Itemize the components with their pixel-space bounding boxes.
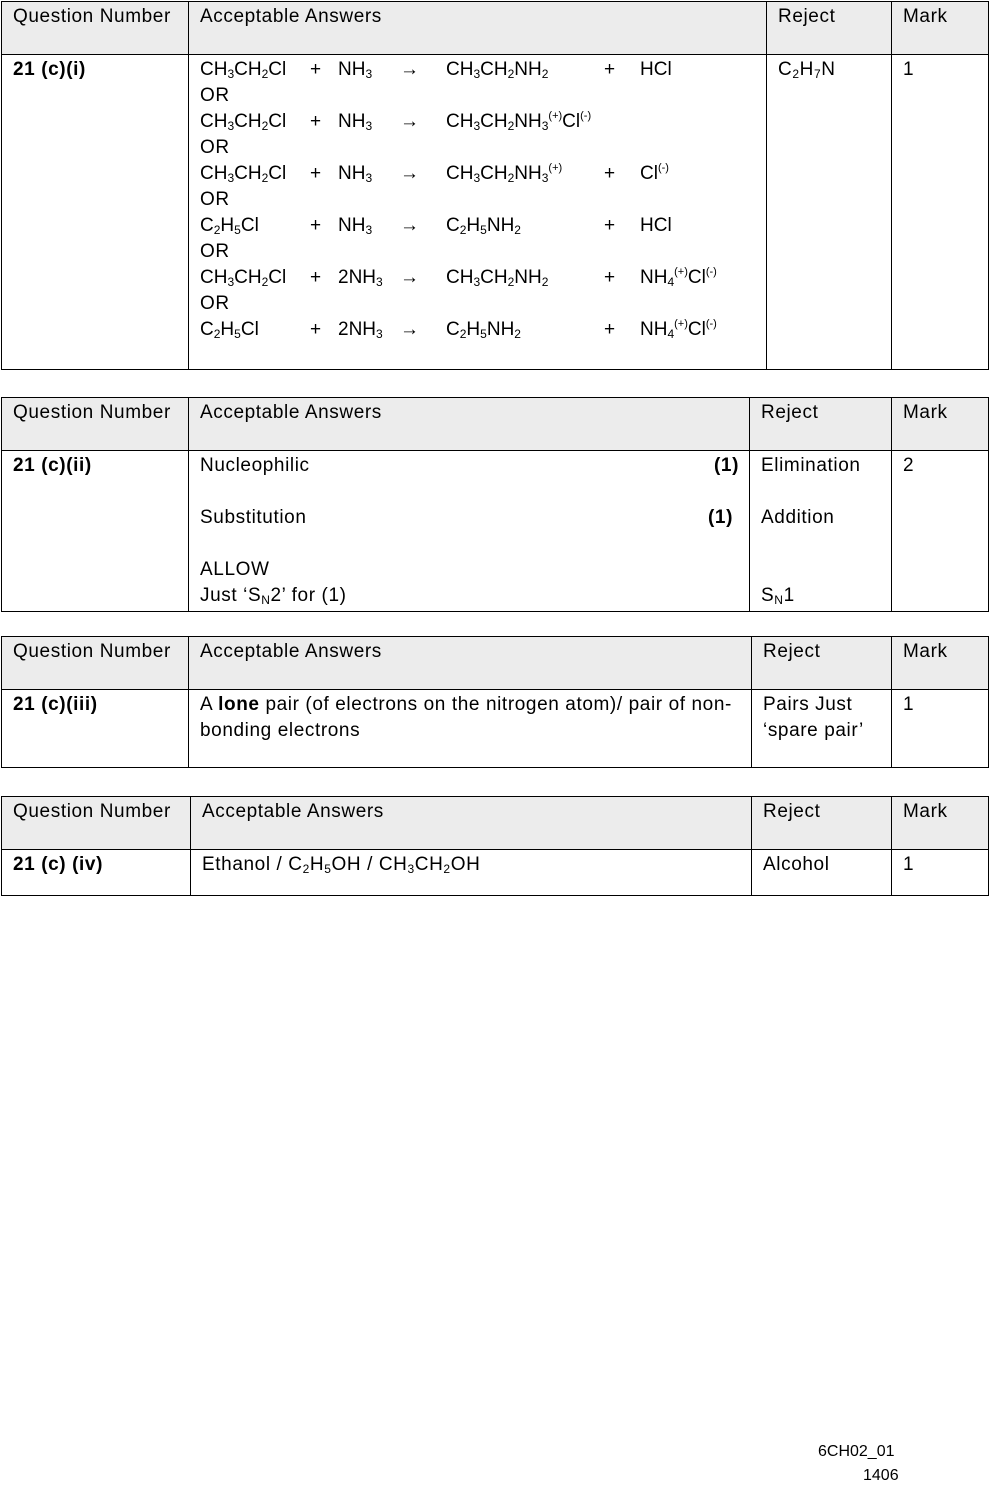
equation-line [200,213,756,239]
reactant-2: $2NH_3$ [338,319,383,341]
mark-scheme-table-21ciii [1,636,989,768]
plus-sign: + [310,111,322,132]
table-header-row [2,637,989,690]
answer-nucleophilic: Nucleophilic [200,455,310,476]
header-acceptable-answers: Acceptable Answers [191,797,752,850]
reactant-2: $NH_3$ [338,111,373,133]
table-header-row [2,2,989,55]
emphasis-lone: lone [218,694,260,715]
header-acceptable-answers: Acceptable Answers [189,637,752,690]
mark-value: 1 [892,850,989,896]
reaction-arrow: → [400,111,419,132]
reject-cell [750,451,892,612]
question-number: 21 (c)(ii) [2,451,189,612]
reactant-1: $CH_3CH_2Cl$ [200,111,287,133]
or-label: OR [200,293,230,314]
header-mark: Mark [892,2,989,55]
reactant-1: $CH_3CH_2Cl$ [200,59,287,81]
plus-sign: + [310,319,322,340]
header-reject: Reject [752,637,892,690]
reaction-arrow: → [400,59,419,80]
product-1: $C_2H_5NH_2$ [446,215,521,237]
exam-date-code: 1406 [863,1467,899,1484]
reject-elimination: Elimination [761,455,861,476]
reject-value: Alcohol [752,850,892,896]
question-number: 21 (c) (iv) [2,850,191,896]
acceptable-answers [189,451,750,612]
product-2: $NH_4^{(+)}Cl^{(-)}$ [640,266,717,289]
table-row [2,850,989,896]
header-reject: Reject [767,2,892,55]
question-number: 21 (c)(i) [2,55,189,370]
reactant-2: $NH_3$ [338,59,373,81]
product-2: Cl(-) [640,162,669,184]
plus-sign: + [310,215,322,236]
or-label: OR [200,241,230,262]
reject-value: $C_2H_7N$ [778,59,836,81]
mark-value: 1 [892,690,989,768]
header-question-number: Question Number [2,797,191,850]
equation-line [200,57,756,83]
reactant-2: $2NH_3$ [338,267,383,289]
answer-mark: (1) [707,507,733,528]
reactant-2: $NH_3$ [338,215,373,237]
reject-value: Pairs Just ‘spare pair’ [752,690,892,768]
reject-sn1: $S_N1$ [761,585,795,607]
answer-substitution: Substitution [200,507,307,528]
header-question-number: Question Number [2,637,189,690]
reaction-arrow: → [400,267,419,288]
mark-scheme-table-21civ [1,796,989,896]
or-label: OR [200,85,230,106]
header-question-number: Question Number [2,398,189,451]
product-2: HCl [640,215,672,236]
acceptable-answers [189,55,767,370]
or-label: OR [200,189,230,210]
allow-label: ALLOW [200,559,270,580]
header-mark: Mark [892,637,989,690]
equation-line [200,265,756,291]
paper-code: 6CH02_01 [818,1443,895,1460]
header-mark: Mark [892,797,989,850]
mark-value: 1 [892,55,989,370]
answer-mark: (1) [713,455,739,476]
reject-addition: Addition [761,507,835,528]
plus-sign: + [604,59,616,80]
mark-value: 2 [892,451,989,612]
reactant-1: $CH_3CH_2Cl$ [200,163,287,185]
plus-sign: + [604,319,616,340]
acceptable-answers [191,850,752,896]
allow-text: Just ‘$S_N2$’ for (1) [200,585,347,607]
equation-line [200,109,756,135]
header-reject: Reject [750,398,892,451]
plus-sign: + [604,267,616,288]
plus-sign: + [310,59,322,80]
plus-sign: + [604,215,616,236]
header-acceptable-answers: Acceptable Answers [189,2,767,55]
product-1: $C_2H_5NH_2$ [446,319,521,341]
reject-cell [767,55,892,370]
header-mark: Mark [892,398,989,451]
answer-ethanol: Ethanol / $C_2H_5OH / CH_3CH_2OH$ [202,854,481,876]
product-2: $NH_4^{(+)}Cl^{(-)}$ [640,318,717,341]
header-reject: Reject [752,797,892,850]
reactant-1: $C_2H_5Cl$ [200,319,259,341]
reactant-1: $C_2H_5Cl$ [200,215,259,237]
question-number: 21 (c)(iii) [2,690,189,768]
product-1: $CH_3CH_2NH_2$ [446,59,549,81]
reaction-arrow: → [400,163,419,184]
plus-sign: + [604,163,616,184]
mark-scheme-table-21cii [1,397,989,612]
page-footer [818,1440,899,1488]
product-1: $CH_3CH_2NH_3^{(+)}$ [446,162,563,185]
reaction-arrow: → [400,215,419,236]
product-1: $CH_3CH_2NH_3^{(+)}Cl^{(-)}$ [446,110,592,133]
table-row [2,690,989,768]
acceptable-answers: A lone pair (of electrons on the nitrogen atom)/ pair of non-bonding electrons [189,690,752,768]
equation-line [200,317,756,343]
or-label: OR [200,137,230,158]
table-header-row [2,797,989,850]
table-row [2,55,989,370]
product-2: HCl [640,59,672,80]
equation-line [200,161,756,187]
table-header-row [2,398,989,451]
table-row [2,451,989,612]
mark-scheme-table-21ci [1,1,989,370]
plus-sign: + [310,163,322,184]
product-1: $CH_3CH_2NH_2$ [446,267,549,289]
header-acceptable-answers: Acceptable Answers [189,398,750,451]
reaction-arrow: → [400,319,419,340]
header-question-number: Question Number [2,2,189,55]
reactant-1: $CH_3CH_2Cl$ [200,267,287,289]
reactant-2: $NH_3$ [338,163,373,185]
plus-sign: + [310,267,322,288]
equation-list [200,57,756,343]
